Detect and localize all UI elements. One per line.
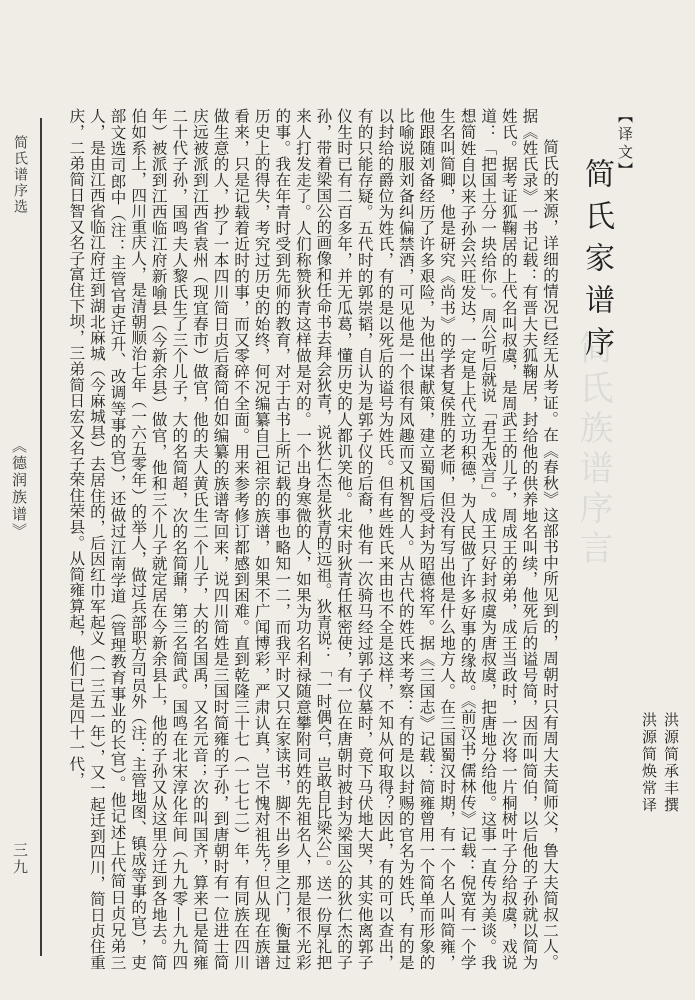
body-text (66, 108, 560, 970)
credits (622, 712, 682, 962)
margin-rule (40, 118, 42, 956)
running-title: 简氏谱序选 (12, 135, 28, 215)
author-credit: 洪源简承丰撰 (662, 712, 680, 814)
page-number: 三九 (11, 842, 29, 876)
translator-credit: 洪源简焕常译 (640, 712, 658, 814)
book-title: 《德润族谱》 (10, 438, 28, 540)
body-paragraph: 简氏的来源，详细的情况已经无从考证。在《春秋》这部书中所见到的，周朝时只有周大夫简师父，鲁大夫简叔二人。据《姓氏录》一书记载：有晋大夫狐鞠居，封给他的供养地名叫续，他死后的谥号简，因而叫简伯，以后他的子孙就以简为姓氏。据考证狐鞠居的上代名叫叔虞，是周武王的儿子，周成王的弟弟，成王当政时，一次将一片桐树叶子分给叔虞，戏说道：「把国土分一块给你」。周公听后就说「君无戏言」。成王只好封叔虞为唐叔虞，把唐地分给他。这事一直传为美谈。我想简姓自以来子孙会兴旺发达，一定是上代立功积德，为人民做了许多好事的缘故。《前汉书·儒林传》记载：倪宽有一个学生名叫简卿，他是研究《尚书》的学者复侯胜的老师，但没有写出他是什么地方人。在三国蜀汉时期，有一个名人叫简雍，他跟随刘备经历了许多艰险，为他出谋献策，建立蜀国后受封为昭德将军。据《三国志》记载：简雍曾用一个简单而形象的比喻说服刘备纠偏禁酒，可见他是一个很有风趣而又机智的人。从古代的姓氏来考察：有的是以封赐的官名为姓氏，有的是以封给的爵位为姓氏，有的是以死后的谥号为姓氏。但有些姓氏来由也不全是这样，不知从何取得？因此，有的可以查出，有的只能存疑。五代时的郭崇韬，自认为是郭子仪的后裔，他有一次骑马经过郭子仪墓时，竟下马伏地大哭，其实他离郭子仪生时已有二百多年，并无瓜葛，懂历史的人都讥笑他。北宋时狄青任枢密使，有一位在唐朝时被封为梁国公的狄仁杰的子孙，带着梁国公的画像和任命书去拜会狄青，说狄仁杰是狄青的远祖。狄青说：「一时偶合，岂敢自比梁公」。送一份厚礼把来人打发走了。人们称赞狄青这样做是对的。一个出身寒微的人，如果为功名利禄随意攀附同姓的先祖名人，那是很不光彩的事。我在年青时受到先师的教育，对于古书上所记载的事也略知一二，而我平时又只在家读书，脚不出乡里之门，衡量过历史上的得失，考究过历史的始终，何况编纂自己祖宗的族谱，如果不广闻博彩，严肃认真，岂不愧对祖先？但从现在族谱看来，只是记载着近时的事，而又零碎不全面。用来参考修订都感到困难。直到乾隆三十七（一七七二）年，有同族在四川做生意的人，抄了一本四川简日贞后裔简伯如编纂的族谱寄回来，说四川简姓是三国时简雍的子孙，到唐朝时有一位进士简庆远被派到江西省袁州（现宜春市）做官，他的夫人黄氏生二个儿子，大的名国禹，又名元音；次的叫国齐，算来已是简雍二十代子孙，国鸣夫人黎氏生了三个儿子，大的名简超，次的名简鼐，第三名简武。国鸣在北宋淳化年间（九九零—九九四年）被派到江西临江府新喻县（今新余县）做官，他和三个儿子就定居在今新余县上，他的子孙又从这里分迁到各地去。简伯如系上，四川重庆人，是清朝顺治七年（一六五零年）的举人，做过兵部职方司员外（注：主管地图、镇成等事的官），吏部文选司郎中（注：主管官吏迁升、改调等事的官），还做过江南学道（管理教育事业的长官）。他记述上代简日贞兄弟三人，是由江西省临江府迁到湖北麻城（今麻城县）去居住的，后因红巾军起义（一三五一年），又一起迁到四川，简日贞住重庆，二弟简日智又名子富住下坝，三弟简日宏又名子荣住荣县。从简雍算起，他们已是四十一代， (67, 108, 559, 970)
section-label: 【译文】 (616, 108, 634, 180)
watermark: 简氏族谱序言 (573, 330, 613, 570)
page-title: 简氏家谱序 (579, 158, 614, 368)
